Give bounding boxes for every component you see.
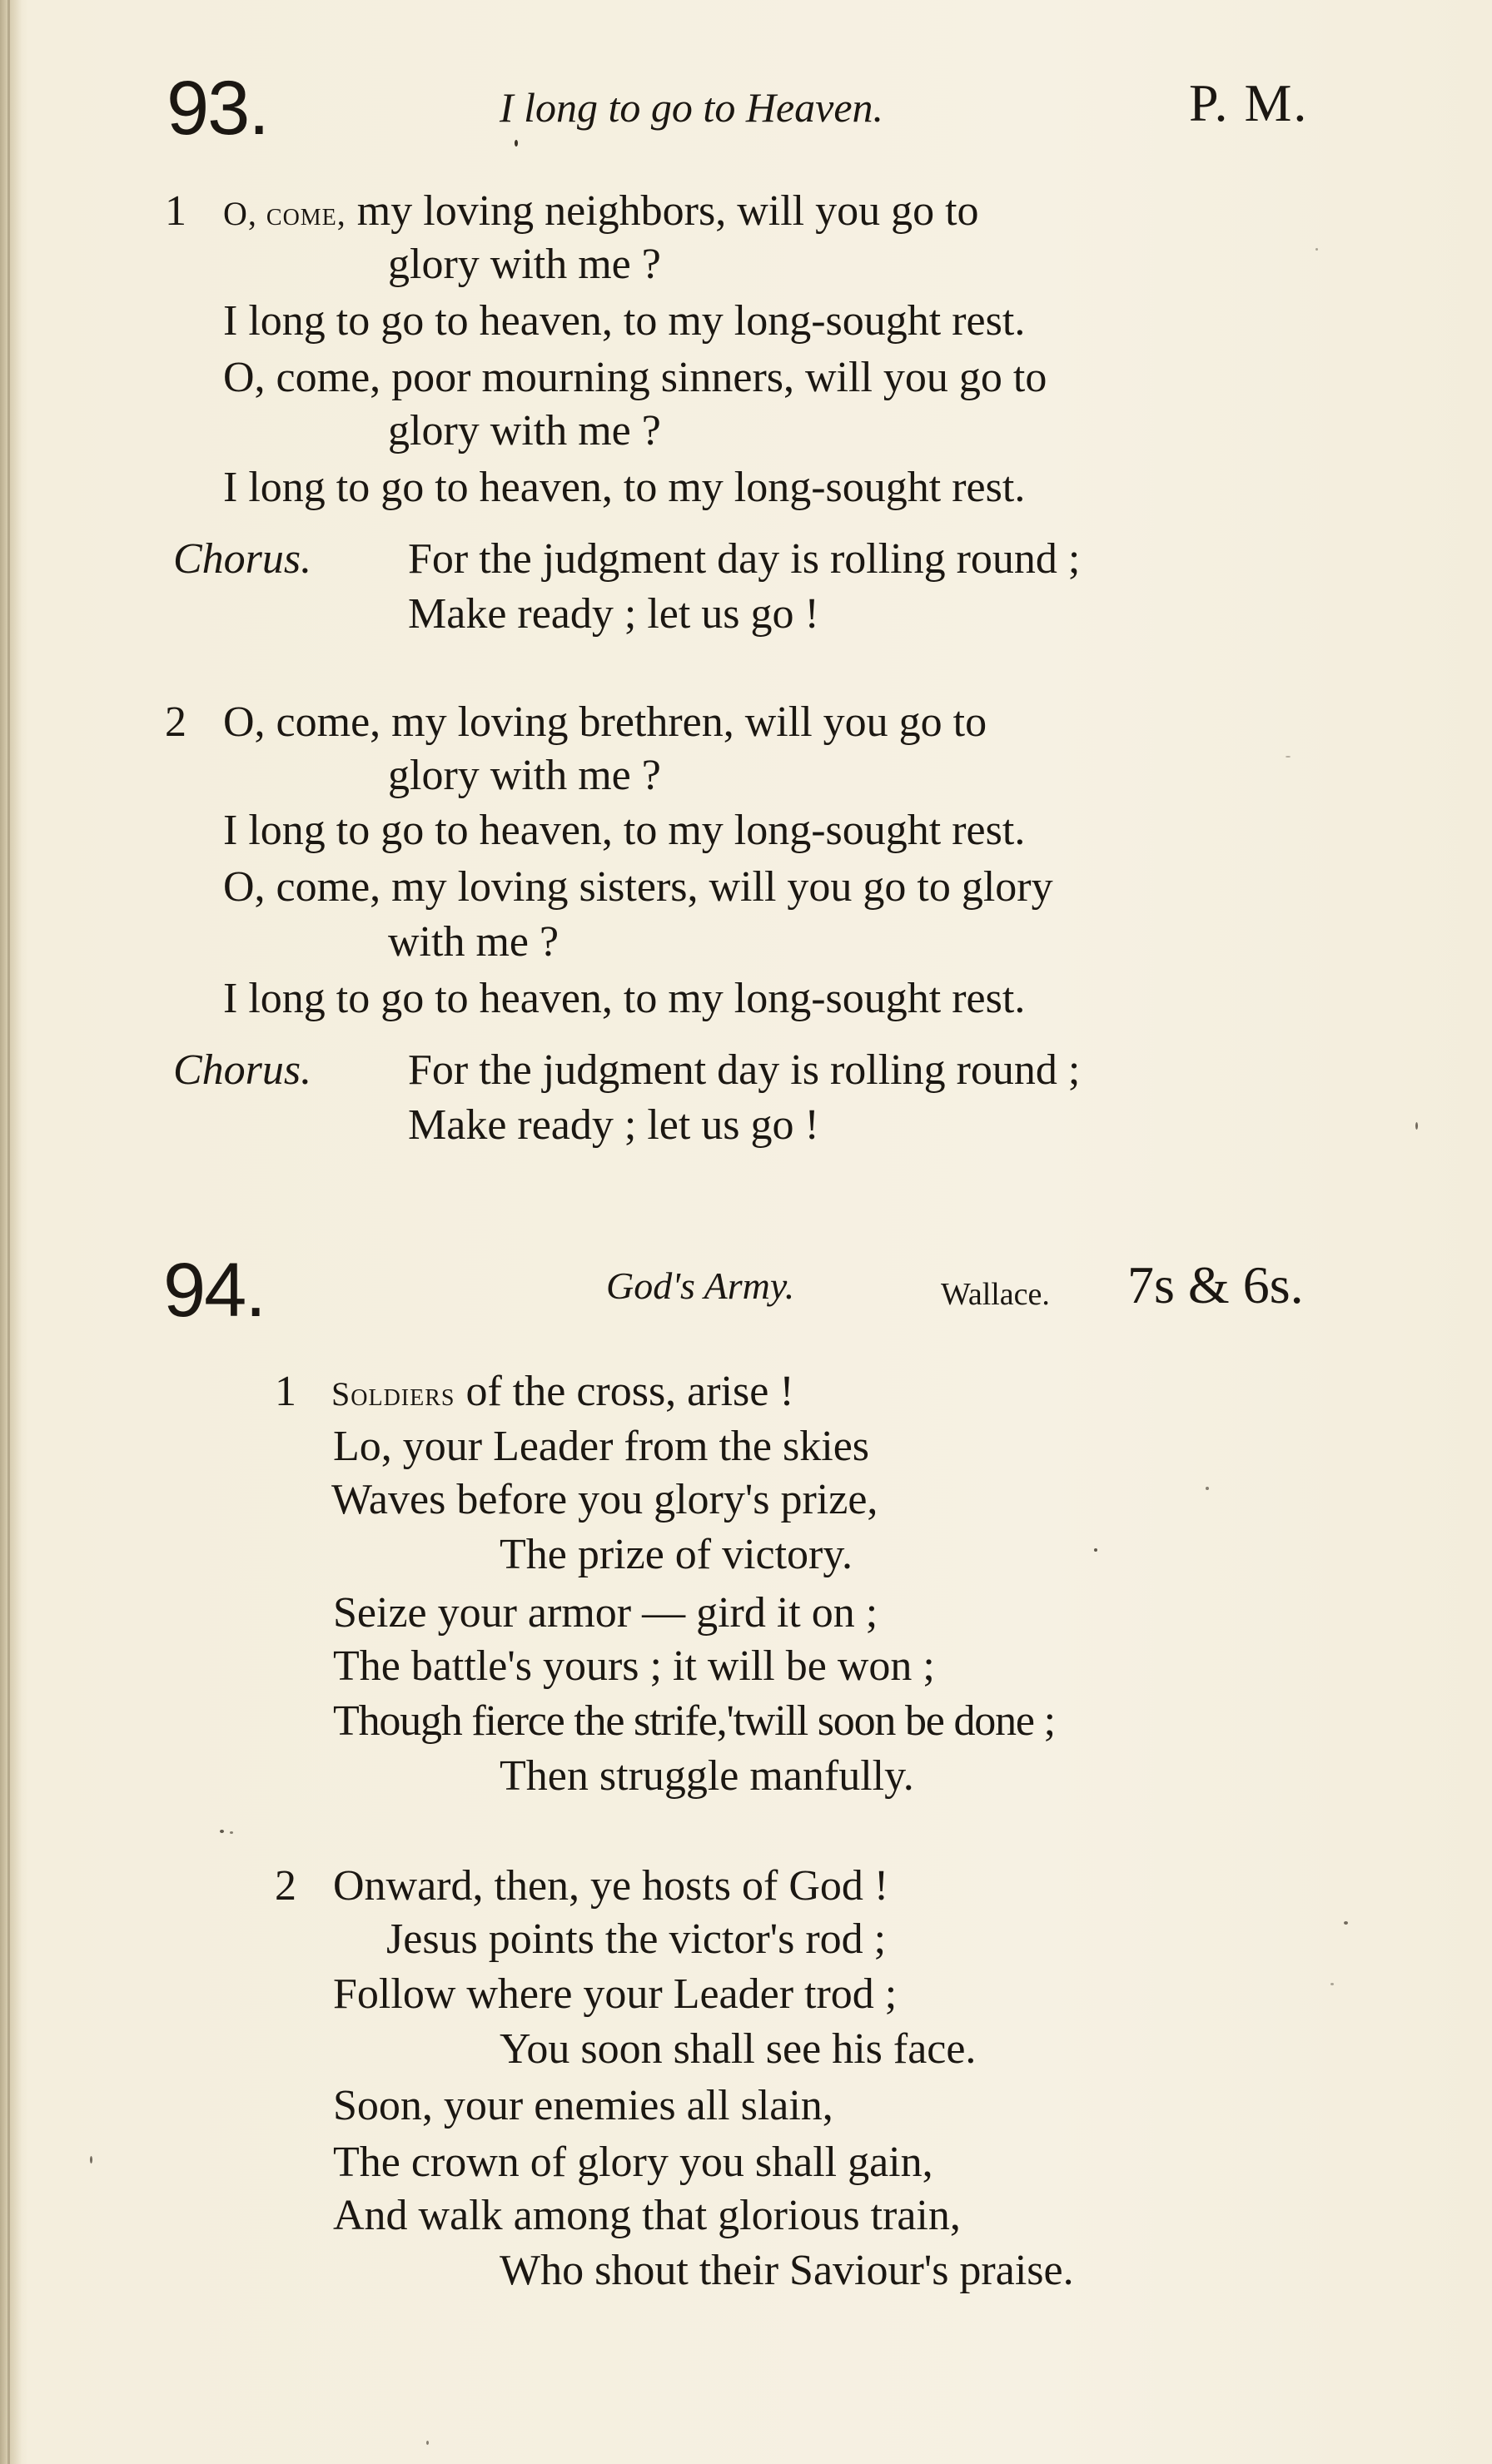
- hymn-94-verse-1-line-7: Though fierce the strife,'twill soon be done ;: [333, 1697, 1055, 1745]
- hymn-93-verse-1-line-6: I long to go to heaven, to my long-sought rest.: [223, 464, 1026, 511]
- hymn-93-verse-2-number: 2: [165, 698, 186, 746]
- hymn-93-title: I long to go to Heaven.: [500, 84, 884, 131]
- ink-speck: [1344, 1921, 1348, 1925]
- hymn-93-verse-1-number: 1: [165, 187, 186, 235]
- verse-opening-small-caps: Soldiers: [331, 1375, 455, 1413]
- hymn-94-tune-name: Wallace.: [941, 1277, 1050, 1312]
- hymn-94-verse-2-line-8: Who shout their Saviour's praise.: [500, 2247, 1074, 2294]
- hymn-94-verse-1-line-2: Lo, your Leader from the skies: [333, 1423, 870, 1470]
- verse-opening-small-caps: O, come,: [223, 195, 346, 232]
- hymn-93-verse-1-line-3: I long to go to heaven, to my long-sought rest.: [223, 297, 1026, 345]
- hymn-94-verse-1-line-4: The prize of victory.: [500, 1531, 853, 1578]
- hymn-93-verse-1-chorus-line-2: Make ready ; let us go !: [408, 590, 819, 638]
- hymn-93-verse-2-chorus-label: Chorus.: [173, 1046, 312, 1094]
- hymn-94-meter: 7s & 6s.: [1127, 1255, 1304, 1314]
- hymn-93-verse-2-line-1: O, come, my loving brethren, will you go to: [223, 698, 987, 746]
- hymn-93-verse-1-chorus-line-1: For the judgment day is rolling round ;: [408, 535, 1081, 583]
- ink-speck: [220, 1830, 224, 1833]
- hymn-94-verse-1-line-8: Then struggle manfully.: [500, 1752, 914, 1800]
- hymn-94-verse-2-line-6: The crown of glory you shall gain,: [333, 2139, 933, 2186]
- hymn-94-title: God's Army.: [606, 1264, 795, 1307]
- hymn-93-verse-1-chorus-label: Chorus.: [173, 535, 312, 583]
- ink-speck: [1415, 1122, 1418, 1130]
- hymn-93-verse-1-line-5: glory with me ?: [388, 407, 661, 455]
- hymn-93-verse-2-chorus-line-1: For the judgment day is rolling round ;: [408, 1046, 1081, 1094]
- hymn-93-number: 93.: [167, 66, 268, 151]
- ink-speck: [230, 1831, 233, 1834]
- hymn-93-verse-2-line-2: glory with me ?: [388, 752, 661, 799]
- hymn-93-meter: P. M.: [1189, 73, 1309, 132]
- hymn-94-verse-1-line-5: Seize your armor — gird it on ;: [333, 1589, 878, 1637]
- hymn-93-verse-2-line-6: I long to go to heaven, to my long-sought rest.: [223, 975, 1026, 1022]
- ink-speck: [1315, 248, 1318, 251]
- hymn-94-verse-1-line-3: Waves before you glory's prize,: [331, 1476, 878, 1523]
- hymn-94-verse-2-line-5: Soon, your enemies all slain,: [333, 2082, 833, 2129]
- ink-speck: [426, 2441, 429, 2445]
- binding-shadow-line: [7, 0, 10, 2464]
- hymn-93-verse-1-line-2: glory with me ?: [388, 241, 661, 288]
- ink-speck: [90, 2156, 92, 2163]
- ink-speck: [1206, 1487, 1209, 1490]
- hymn-94-number: 94.: [163, 1248, 265, 1333]
- hymn-94-verse-2-line-1: Onward, then, ye hosts of God !: [333, 1862, 889, 1910]
- ink-speck: [1094, 1548, 1097, 1552]
- hymn-93-verse-2-line-5: with me ?: [388, 918, 560, 966]
- hymn-93-verse-2-chorus-line-2: Make ready ; let us go !: [408, 1101, 819, 1149]
- hymn-94-verse-2-line-3: Follow where your Leader trod ;: [333, 1970, 898, 2018]
- ink-speck: [1330, 1983, 1334, 1985]
- hymn-94-verse-1-number: 1: [275, 1368, 296, 1415]
- hymn-93-verse-1-line-4: O, come, poor mourning sinners, will you go to: [223, 354, 1047, 401]
- verse-line-text: of the cross, arise !: [455, 1368, 794, 1415]
- ink-speck: [515, 140, 518, 147]
- binding-edge: [0, 0, 22, 2464]
- verse-line-text: my loving neighbors, will you go to: [346, 187, 979, 235]
- hymn-93-verse-1-line-1: [223, 187, 979, 235]
- ink-speck: [1286, 756, 1291, 758]
- hymn-93-verse-2-line-3: I long to go to heaven, to my long-sought rest.: [223, 807, 1026, 854]
- hymn-94-verse-2-line-2: Jesus points the victor's rod ;: [386, 1915, 887, 1963]
- hymn-94-verse-1-line-6: The battle's yours ; it will be won ;: [333, 1642, 935, 1690]
- hymn-94-verse-2-line-7: And walk among that glorious train,: [333, 2192, 961, 2239]
- hymn-94-verse-2-line-4: You soon shall see his face.: [500, 2025, 977, 2073]
- hymn-93-verse-2-line-4: O, come, my loving sisters, will you go to glory: [223, 863, 1053, 911]
- hymn-94-verse-1-line-1: [331, 1370, 794, 1413]
- hymn-94-verse-2-number: 2: [275, 1862, 296, 1910]
